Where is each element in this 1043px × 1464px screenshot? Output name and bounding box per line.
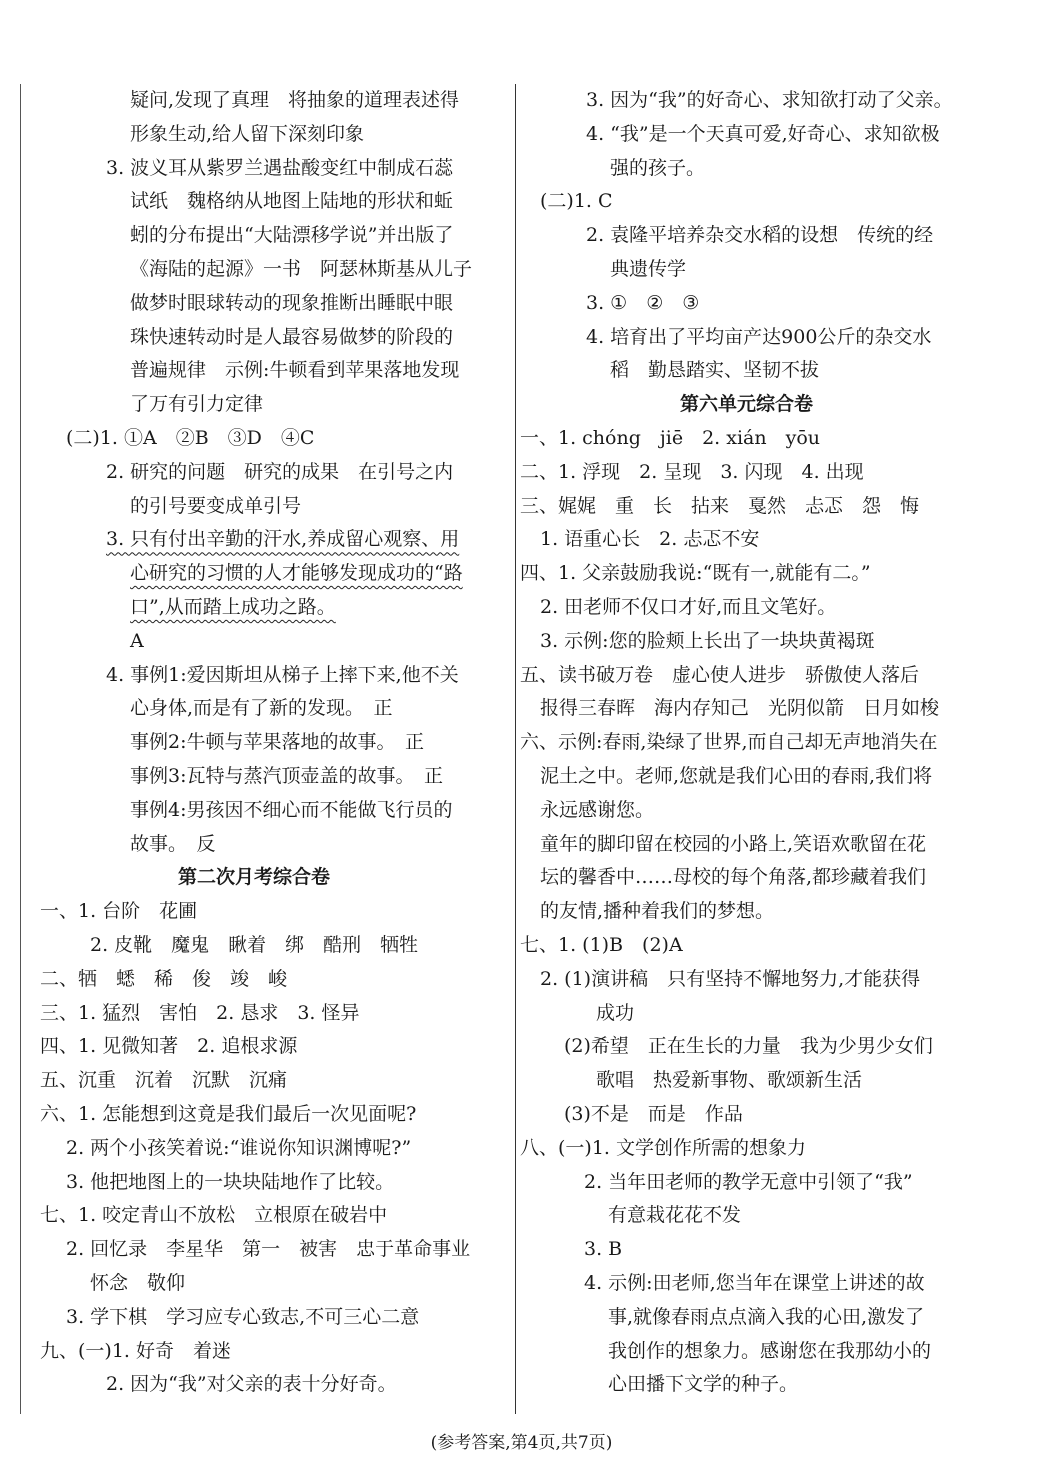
answer-line: 普遍规律 示例:牛顿看到苹果落地发现: [130, 359, 460, 382]
answer-line: 2. 当年田老师的教学无意中引领了“我”: [584, 1170, 913, 1193]
answer-line: (3)不是 而是 作品: [564, 1103, 743, 1125]
answer-line: A: [130, 629, 144, 652]
answer-line: 4. 示例:田老师,您当年在课堂上讲述的故: [584, 1272, 925, 1294]
answer-line: 3. 示例:您的脸颊上长出了一块块黄褐斑: [540, 629, 875, 652]
answer-line: 我创作的想象力。感谢您在我那幼小的: [608, 1339, 932, 1362]
answer-line: 八、(一)1. 文学创作所需的想象力: [520, 1136, 806, 1159]
answer-line: 事例2:牛顿与苹果落地的故事。 正: [130, 731, 424, 754]
section-heading: 第二次月考综合卷: [178, 866, 331, 889]
answer-line: 2. 回忆录 李星华 第一 被害 忠于革命事业: [66, 1238, 471, 1261]
answer-line: 4. 事例1:爱因斯坦从梯子上摔下来,他不关: [106, 663, 459, 686]
answer-line: 3. ① ② ③: [586, 291, 700, 314]
answer-line: 六、1. 怎能想到这竟是我们最后一次见面呢?: [40, 1103, 417, 1125]
answer-line: 形象生动,给人留下深刻印象: [130, 122, 365, 145]
answer-line: 六、示例:春雨,染绿了世界,而自己却无声地消失在: [520, 731, 938, 754]
answer-line: 稻 勤恳踏实、坚韧不拔: [610, 359, 820, 382]
answer-line: 一、1. 台阶 花圃: [40, 900, 198, 923]
answer-line: 四、1. 父亲鼓励我说:“既有一,就能有二。”: [520, 562, 871, 585]
answer-line: 事,就像春雨点点滴入我的心田,激发了: [608, 1305, 925, 1328]
answer-line: 心研究的习惯的人才能够发现成功的“路: [130, 562, 463, 585]
answer-line: 事例4:男孩因不细心而不能做飞行员的: [130, 798, 453, 821]
answer-line: (二)1. ①A ②B ③D ④C: [66, 427, 315, 449]
answer-line: 心田播下文学的种子。: [608, 1373, 799, 1396]
page-margin-rule: [20, 84, 21, 1414]
answer-line: 七、1. (1)B (2)A: [520, 934, 683, 956]
answer-line: 口”,从而踏上成功之路。: [130, 596, 336, 618]
answer-line: (2)希望 正在生长的力量 我为少男少女们: [564, 1035, 933, 1058]
answer-line: 疑问,发现了真理 将抽象的道理表述得: [130, 89, 460, 111]
answer-line: 三、娓娓 重 长 拈来 戛然 忐忑 怨 悔: [520, 494, 920, 517]
answer-line: 3. 波义耳从紫罗兰遇盐酸变红中制成石蕊: [106, 156, 454, 179]
answer-line: 3. 他把地图上的一块块陆地作了比较。: [66, 1170, 395, 1193]
answer-line: 2. 研究的问题 研究的成果 在引号之内: [106, 460, 454, 483]
answer-line: 七、1. 咬定青山不放松 立根原在破岩中: [40, 1204, 388, 1227]
answer-line: 五、读书破万卷 虚心使人进步 骄傲使人落后: [520, 663, 920, 686]
answer-line: 3. 因为“我”的好奇心、求知欲打动了父亲。: [586, 89, 953, 111]
answer-line: 泥土之中。老师,您就是我们心田的春雨,我们将: [540, 765, 933, 787]
answer-line: 蚓的分布提出“大陆漂移学说”并出版了: [130, 224, 454, 247]
answer-line: 试纸 魏格纳从地图上陆地的形状和蚯: [130, 190, 454, 213]
answer-line: 三、1. 猛烈 害怕 2. 恳求 3. 怪异: [40, 1001, 360, 1024]
answer-line: 2. 皮靴 魔鬼 瞅着 绑 酷刑 牺牲: [90, 934, 419, 956]
answer-line: 一、1. chóng jiē 2. xián yōu: [520, 427, 821, 449]
answer-line: 典遗传学: [610, 258, 687, 280]
answer-line: 坛的馨香中……母校的每个角落,都珍藏着我们: [540, 866, 927, 889]
answer-line: 珠快速转动时是人最容易做梦的阶段的: [130, 325, 454, 348]
answer-line: 强的孩子。: [610, 156, 706, 179]
answer-line: 四、1. 见微知著 2. 追根求源: [40, 1035, 298, 1058]
answer-line: 2. (1)演讲稿 只有坚持不懈地努力,才能获得: [540, 967, 921, 990]
answer-line: 2. 两个小孩笑着说:“谁说你知识渊博呢?”: [66, 1136, 412, 1159]
answer-line: 1. 语重心长 2. 忐忑不安: [540, 528, 760, 551]
answer-line: 成功: [596, 1001, 635, 1024]
answer-line: 九、(一)1. 好奇 着迷: [40, 1339, 231, 1362]
answer-line: 事例3:瓦特与蒸汽顶壶盖的故事。 正: [130, 765, 443, 787]
answer-line: 做梦时眼球转动的现象推断出睡眠中眼: [130, 291, 454, 314]
answer-line: 怀念 敬仰: [90, 1272, 186, 1294]
answer-line: 二、1. 浮现 2. 呈现 3. 闪现 4. 出现: [520, 460, 864, 483]
column-divider: [515, 84, 516, 1414]
answer-line: 二、牺 蟋 稀 俊 竣 峻: [40, 967, 288, 990]
answer-line: 3. 学下棋 学习应专心致志,不可三心二意: [66, 1305, 420, 1328]
answer-line: 2. 田老师不仅口才好,而且文笔好。: [540, 596, 837, 618]
answer-line: 的引号要变成单引号: [130, 494, 302, 517]
answer-line: 永远感谢您。: [540, 798, 655, 821]
answer-line: 了万有引力定律: [130, 393, 264, 416]
answer-line: 有意栽花花不发: [608, 1204, 742, 1227]
answer-line: 2. 袁隆平培养杂交水稻的设想 传统的经: [586, 224, 934, 247]
page-footer: (参考答案,第4页,共7页): [430, 1433, 613, 1453]
answer-line: 的友情,播种着我们的梦想。: [540, 900, 775, 923]
answer-line: 歌唱 热爱新事物、歌颂新生活: [596, 1069, 863, 1092]
answer-line: 4. “我”是一个天真可爱,好奇心、求知欲极: [586, 122, 940, 145]
answer-line: 3. 只有付出辛勤的汗水,养成留心观察、用: [106, 528, 460, 551]
section-heading: 第六单元综合卷: [680, 393, 814, 416]
answer-line: 心身体,而是有了新的发现。 正: [130, 697, 393, 720]
answer-line: 五、沉重 沉着 沉默 沉痛: [40, 1069, 288, 1092]
answer-line: 4. 培育出了平均亩产达900公斤的杂交水: [586, 325, 932, 348]
answer-line: 童年的脚印留在校园的小路上,笑语欢歌留在花: [540, 832, 927, 855]
answer-line: 《海陆的起源》一书 阿瑟林斯基从儿子: [130, 258, 473, 280]
answer-line: 2. 因为“我”对父亲的表十分好奇。: [106, 1373, 397, 1396]
answer-line: 故事。 反: [130, 832, 216, 855]
answer-line: 报得三春晖 海内存知己 光阴似箭 日月如梭: [540, 697, 940, 720]
answer-line: 3. B: [584, 1238, 623, 1261]
answer-line: (二)1. C: [540, 190, 613, 213]
